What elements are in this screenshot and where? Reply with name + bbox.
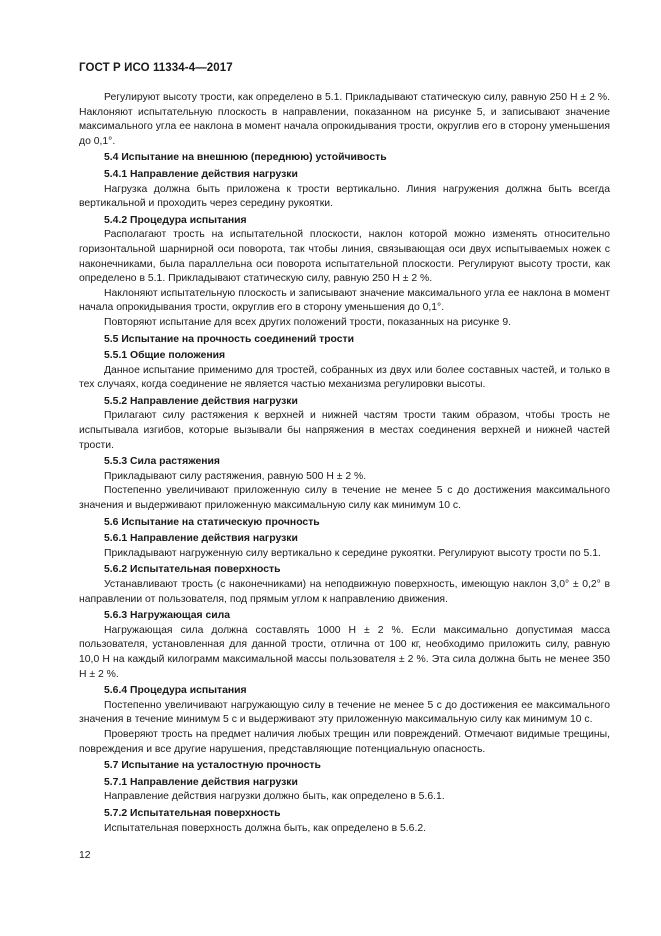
- section-heading: 5.5.1 Общие положения: [104, 350, 226, 362]
- section-heading: 5.6 Испытание на статическую прочность: [104, 516, 320, 528]
- document-body: [79, 91, 610, 836]
- paragraph: Прикладывают нагруженную силу вертикально к середине рукоятки. Регулируют высоту трости по 5.1.: [104, 547, 601, 559]
- paragraph: Постепенно увеличивают приложенную силу в течение не менее 5 с до достижения максимального значения и выдерживают приложенную максимальную силу как минимум 10 с.: [79, 485, 610, 512]
- document-header: ГОСТ Р ИСО 11334-4—2017: [79, 62, 233, 74]
- paragraph: Регулируют высоту трости, как определено в 5.1. Прикладывают статическую силу, равную 250 Н ± 2 %. Наклоняют испытательную плоскость в направлении, показанном на рисунке 5, и записывают значение максимального угла ее наклона в момент начала опрокидывания трости, округлив его в сторону уменьшения до 0,1°.: [79, 92, 610, 147]
- section-heading: 5.4.1 Направление действия нагрузки: [104, 168, 298, 180]
- paragraph: Нагружающая сила должна составлять 1000 Н ± 2 %. Если максимально допустимая масса пользователя, установленная для данной трости, отлична от 100 кг, необходимо приложить силу, равную 10,0 Н на каждый килограмм максимальной массы пользователя ± 2 %. Эта сила должна быть не менее 350 Н ± 2 %.: [79, 624, 610, 680]
- section-heading: 5.6.3 Нагружающая сила: [104, 610, 231, 622]
- paragraph: Постепенно увеличивают нагружающую силу в течение не менее 5 с до достижения ее максимального значения в течение минимум 5 с и выдерживают эту приложенную максимальную силу как минимум 10 с.: [79, 699, 610, 726]
- paragraph: Прилагают силу растяжения к верхней и нижней частям трости таким образом, чтобы трость не испытывала изгибов, которые вызывали бы напряжения в местах соединения верхней и нижней частей трости.: [79, 410, 610, 451]
- paragraph: Испытательная поверхность должна быть, как определено в 5.6.2.: [104, 822, 427, 834]
- paragraph: Устанавливают трость (с наконечниками) на неподвижную поверхность, имеющую наклон 3,0° ± 0,2° в направлении от пользователя, под прямым углом к направлению движения.: [79, 579, 610, 605]
- page-number: 12: [79, 850, 91, 861]
- section-heading: 5.5.3 Сила растяжения: [104, 456, 220, 468]
- paragraph: Проверяют трость на предмет наличия любых трещин или повреждений. Отмечают видимые трещины, повреждения и все другие нарушения, представляющие потенциальную опасность.: [79, 728, 610, 755]
- section-heading: 5.4 Испытание на внешнюю (переднюю) устойчивость: [104, 152, 387, 164]
- section-heading: 5.6.1 Направление действия нагрузки: [104, 533, 298, 545]
- section-heading: 5.7.1 Направление действия нагрузки: [104, 776, 298, 788]
- section-heading: 5.6.2 Испытательная поверхность: [104, 564, 281, 576]
- section-heading: 5.7.2 Испытательная поверхность: [104, 807, 281, 819]
- section-heading: 5.6.4 Процедура испытания: [104, 685, 247, 697]
- paragraph: Прикладывают силу растяжения, равную 500 Н ± 2 %.: [104, 470, 367, 482]
- section-heading: 5.7 Испытание на усталостную прочность: [104, 760, 321, 772]
- section-heading: 5.5 Испытание на прочность соединений трости: [104, 333, 355, 345]
- section-heading: 5.4.2 Процедура испытания: [104, 214, 247, 226]
- paragraph: Располагают трость на испытательной плоскости, наклон которой можно изменять относительно горизонтальной шарнирной оси поворота, так чтобы линия, связывающая оси двух испытываемых ножек с наконечниками, была параллельна оси поворота испытательной плоскости. Регулируют высоту трости, как определено в 5.1. Прикладывают статическую силу, равную 250 Н ± 2 %.: [79, 229, 610, 285]
- section-heading: 5.5.2 Направление действия нагрузки: [104, 395, 298, 407]
- paragraph: Данное испытание применимо для тростей, собранных из двух или более составных частей, и только в тех случаях, когда соединение не является частью механизма регулировки высоты.: [79, 364, 610, 391]
- paragraph: Повторяют испытание для всех других положений трости, показанных на рисунке 9.: [104, 316, 511, 328]
- paragraph: Наклоняют испытательную плоскость и записывают значение максимального угла ее наклона в момент начала опрокидывания трости, округлив его в сторону уменьшения до 0,1°.: [79, 287, 610, 314]
- paragraph: Направление действия нагрузки должно быть, как определено в 5.6.1.: [104, 791, 445, 803]
- paragraph: Нагрузка должна быть приложена к трости вертикально. Линия нагружения должна быть всегда вертикальной и проходить через середину рукоятки.: [79, 183, 610, 210]
